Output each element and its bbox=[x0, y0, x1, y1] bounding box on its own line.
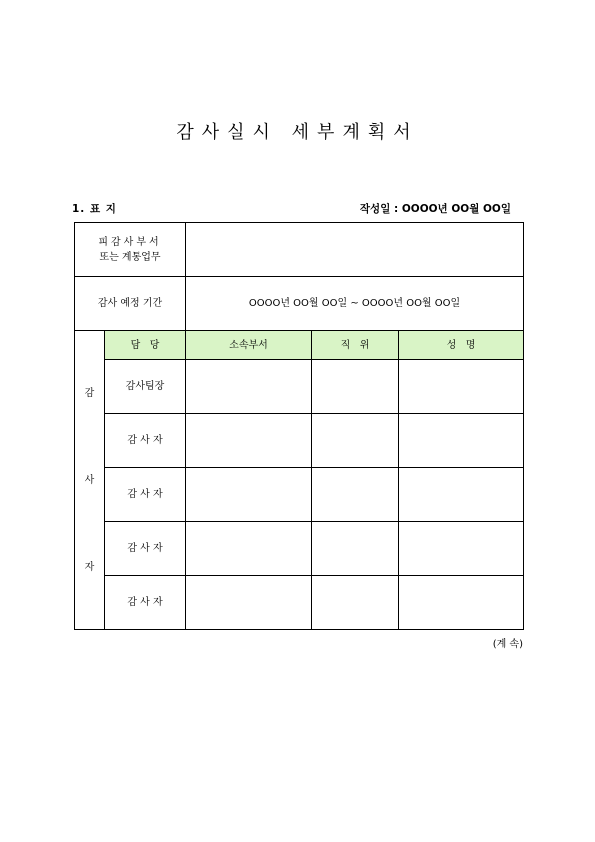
department-cell[interactable] bbox=[186, 360, 312, 414]
position-cell[interactable] bbox=[312, 360, 399, 414]
audit-period-label: 감사 예정 기간 bbox=[75, 277, 186, 331]
role-cell: 감 사 자 bbox=[105, 522, 186, 576]
department-cell[interactable] bbox=[186, 576, 312, 630]
audited-dept-label-line1: 피감사부서 bbox=[98, 236, 162, 248]
position-cell[interactable] bbox=[312, 468, 399, 522]
side-label-char: 감 bbox=[84, 387, 95, 399]
position-cell[interactable] bbox=[312, 522, 399, 576]
role-cell: 감사팀장 bbox=[105, 360, 186, 414]
role-cell: 감 사 자 bbox=[105, 414, 186, 468]
department-cell[interactable] bbox=[186, 522, 312, 576]
header-position: 직 위 bbox=[312, 331, 399, 360]
document-title: 감사실시 세부계획서 bbox=[176, 122, 419, 143]
header-department: 소속부서 bbox=[186, 331, 312, 360]
name-cell[interactable] bbox=[399, 360, 524, 414]
role-cell: 감 사 자 bbox=[105, 576, 186, 630]
table-row bbox=[75, 522, 524, 576]
auditor-header-row bbox=[75, 331, 524, 360]
audit-plan-table bbox=[74, 222, 524, 630]
position-cell[interactable] bbox=[312, 576, 399, 630]
auditor-side-label bbox=[75, 331, 105, 630]
header-role: 담 당 bbox=[105, 331, 186, 360]
table-row bbox=[75, 414, 524, 468]
table-row bbox=[75, 576, 524, 630]
header-name: 성 명 bbox=[399, 331, 524, 360]
position-cell[interactable] bbox=[312, 414, 399, 468]
audit-period-value[interactable]: OOOO년 OO월 OO일 ~ OOOO년 OO월 OO일 bbox=[186, 277, 524, 331]
continue-note: (계 속) bbox=[492, 639, 523, 650]
name-cell[interactable] bbox=[399, 468, 524, 522]
name-cell[interactable] bbox=[399, 522, 524, 576]
section-label: 1. 표 지 bbox=[72, 203, 117, 215]
table-row bbox=[75, 468, 524, 522]
side-label-char: 사 bbox=[84, 474, 95, 486]
write-date: 작성일 : OOOO년 OO월 OO일 bbox=[359, 203, 511, 215]
audited-dept-row bbox=[75, 223, 524, 277]
audited-dept-label bbox=[75, 223, 186, 277]
department-cell[interactable] bbox=[186, 468, 312, 522]
role-cell: 감 사 자 bbox=[105, 468, 186, 522]
name-cell[interactable] bbox=[399, 576, 524, 630]
audited-dept-label-line2: 또는 계통업무 bbox=[99, 251, 161, 263]
name-cell[interactable] bbox=[399, 414, 524, 468]
side-label-char: 자 bbox=[84, 561, 95, 573]
audited-dept-value[interactable] bbox=[186, 223, 524, 277]
table-row bbox=[75, 360, 524, 414]
department-cell[interactable] bbox=[186, 414, 312, 468]
audit-period-row bbox=[75, 277, 524, 331]
